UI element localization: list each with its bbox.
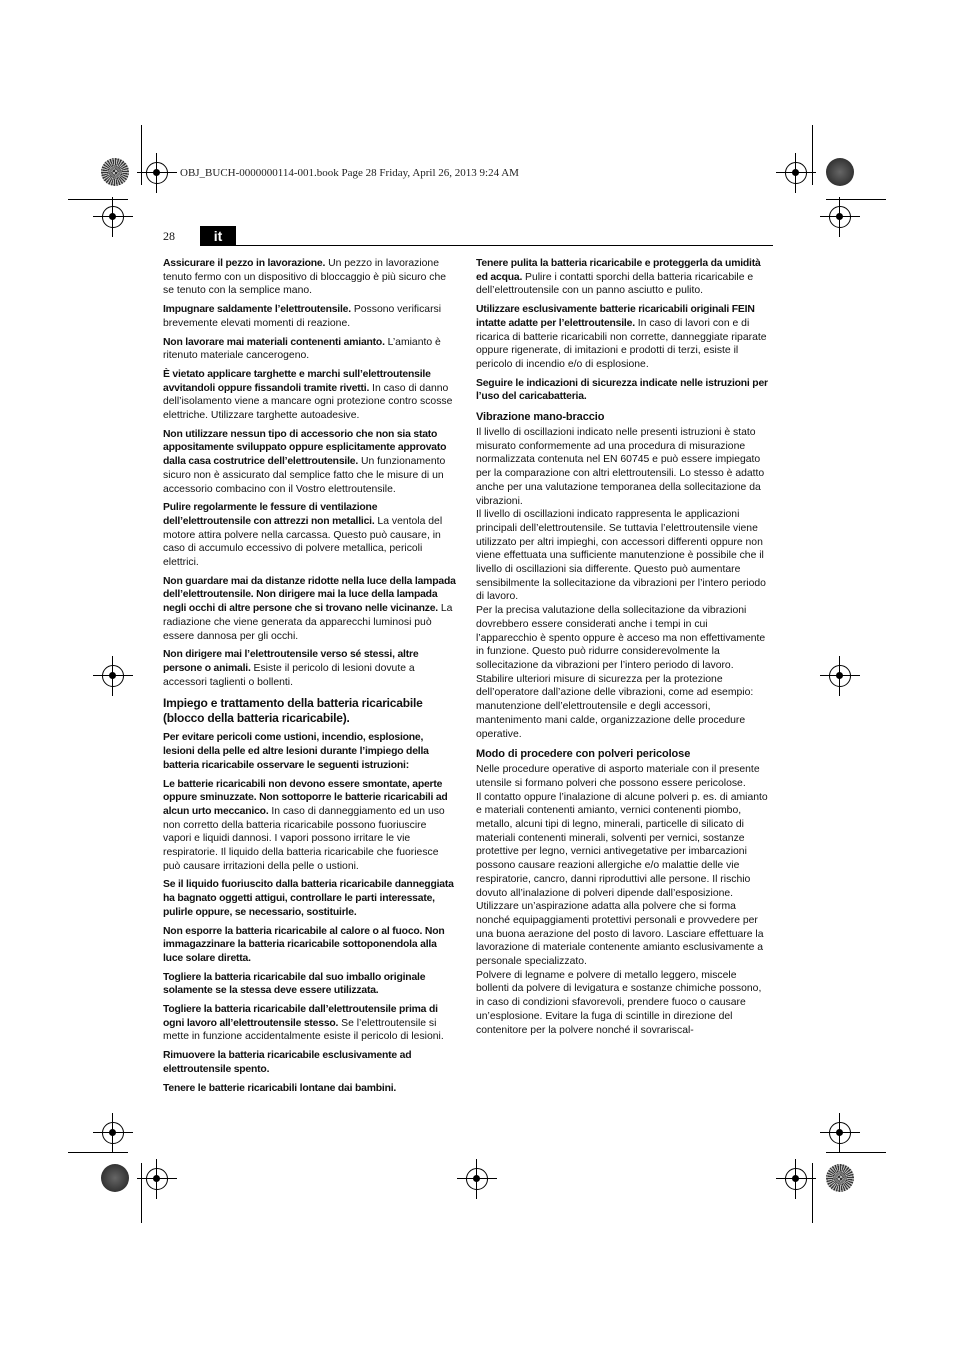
crop-mark xyxy=(812,1163,813,1223)
paragraph-lead: Non guardare mai da distanze ridotte nella luce della lampada dell’elettroutensile. Non dirigere mai la luce della lampada negli occhi di altre persone che si trovano nelle vicinanze. xyxy=(163,575,456,615)
paragraph-lead: Utilizzare esclusivamente batterie ricaricabili originali FEIN intatte adatte per l’elettroutensile. xyxy=(476,304,755,329)
paragraph-lead: Togliere la batteria ricaricabile dall’elettroutensile prima di ogni lavoro all’elettroutensile stesso. xyxy=(163,1004,438,1029)
file-header: OBJ_BUCH-0000000114-001.book Page 28 Friday, April 26, 2013 9:24 AM xyxy=(180,167,519,179)
paragraph-lead: Seguire le indicazioni di sicurezza indicate nelle istruzioni per l’uso del caricabatteria. xyxy=(476,377,768,403)
color-target-icon xyxy=(826,158,854,186)
vibration-heading: Vibrazione mano-braccio xyxy=(476,411,605,424)
paragraph-body: L’amianto è ritenuto materiale cancerogeno. xyxy=(163,336,441,362)
body-paragraph: Per la precisa valutazione della sollecitazione da vibrazioni dovrebbero essere considerati anche i tempi in cui l’apparecchio è spento oppure è acceso ma non effettivamente in funzione. Questo può ridurre considerevolmente la sollecitazione da vibrazioni per l’intero periodo di lavoro. xyxy=(476,605,766,671)
paragraph-body: Se l’elettroutensile si mette in funzione accidentalmente esiste il pericolo di lesioni. xyxy=(163,1017,444,1043)
crop-mark xyxy=(826,1152,886,1153)
paragraph-body: Pulire i contatti sporchi della batteria ricaricabile e dell’elettroutensile con un panno asciutto e pulito. xyxy=(476,271,754,297)
registration-mark-icon xyxy=(785,162,807,184)
paragraph-lead: Pulire regolarmente le fessure di ventilazione dell’elettroutensile con attrezzi non metallici. xyxy=(163,502,378,527)
registration-mark-icon xyxy=(785,1168,807,1190)
paragraph-lead: Tenere le batterie ricaricabili lontane dai bambini. xyxy=(163,1082,397,1094)
body-paragraph: Il livello di oscillazioni indicato nelle presenti istruzioni è stato misurato conformemente ad una procedura di misurazione normalizzata contenuta nel EN 60745 e può essere impiegato per la comparazione con altri elettroutensili. Lo stesso è adatto anche per una valutazione temporanea della sollecitazione da vibrazioni. xyxy=(476,427,765,507)
body-paragraph: Il livello di oscillazioni indicato rappresenta le applicazioni principali dell’elettroutensile. Se tuttavia l’elettroutensile viene utilizzato per altri impieghi, con accessori differenti oppure non viene effettuata una sufficiente manutenzione è possibile che il livello di oscillazioni sia differente. Questo può aumentare sensibilmente la sollecitazione da vibrazioni per l’intero periodo di lavoro. xyxy=(476,509,766,603)
body-paragraph: Polvere di legname e polvere di metallo leggero, miscele bollenti da polvere di levigatura e sostanze chimiche possono, in caso di condizioni sfavorevoli, prendere fuoco o causare un’esplosione. Evitare la fuga di scintille in direzione del contenitore per la polvere nonché il sovrariscal- xyxy=(476,969,762,1036)
safety-paragraph xyxy=(163,878,457,919)
paragraph-lead: Le batterie ricaricabili non devono essere smontate, aperte oppure sminuzzate. Non sottoporre le batterie ricaricabili ad alcun urto meccanico. xyxy=(163,778,448,817)
safety-paragraph xyxy=(163,336,457,363)
crop-mark xyxy=(68,1152,128,1153)
safety-paragraph xyxy=(163,257,457,298)
crop-mark xyxy=(812,125,813,185)
paragraph-lead: Togliere la batteria ricaricabile dal suo imballo originale solamente se la stessa deve essere utilizzata. xyxy=(163,971,426,997)
paragraph-lead: Tenere pulita la batteria ricaricabile e proteggerla da umidità ed acqua. xyxy=(476,258,761,283)
safety-paragraph xyxy=(163,303,457,330)
safety-paragraph xyxy=(163,1082,457,1096)
color-target-icon xyxy=(826,1164,854,1192)
body-paragraph: Il contatto oppure l’inalazione di alcune polveri p. es. di amianto e materiali contenenti amianto, vernici contenenti piombo, metallo, alcuni tipi di legno, minerali, particelle di silicato di materiali contenenti minerali, solventi per vernici, sostanze protettive per legno, vernici antivegetative per imbarcazioni possono causare reazioni allergiche e/o malattie delle vie respiratorie, cancro, danni riproduttivi alle persone. Il rischio dovuto all’inalazione di polveri dipende dall’esposizione. Utilizzare un’aspirazione adatta alla polvere che si forma nonché equipaggiamenti protettivi personali e provvedere per una buona aerazione del posto di lavoro. Lasciare effettuare la lavorazione di materiale contenente amianto esclusivamente a personale specializzato. xyxy=(476,791,768,968)
registration-mark-icon xyxy=(146,1168,168,1190)
registration-mark-icon xyxy=(829,206,851,228)
paragraph-body: In caso di danno dell’isolamento viene a mancare ogni protezione contro scosse elettriche. Utilizzare targhette autoadesive. xyxy=(163,382,453,422)
battery-heading: Impiego e trattamento della batteria ricaricabile (blocco della batteria ricaricabile). xyxy=(163,696,423,726)
paragraph-lead: Non dirigere mai l’elettroutensile verso sé stessi, altre persone o animali. xyxy=(163,649,419,674)
paragraph-lead: È vietato applicare targhette e marchi sull’elettroutensile avvitandoli oppure fissandoli tramite rivetti. xyxy=(163,368,431,394)
safety-paragraph xyxy=(163,368,457,423)
crop-mark xyxy=(826,199,886,200)
crop-mark xyxy=(68,199,128,200)
registration-mark-icon xyxy=(829,1122,851,1144)
safety-paragraph xyxy=(163,731,457,772)
safety-paragraph xyxy=(163,501,457,570)
safety-paragraph xyxy=(163,778,457,874)
paragraph-body: Possono verificarsi brevemente elevati momenti di reazione. xyxy=(163,304,442,329)
safety-paragraph xyxy=(163,971,457,998)
page-number: 28 xyxy=(163,229,175,243)
color-target-icon xyxy=(101,1164,129,1192)
paragraph-lead: Se il liquido fuoriuscito dalla batteria ricaricabile danneggiata ha bagnato oggetti attigui, controllare le parti interessate, pulirle oppure, se necessario, sostituirle. xyxy=(163,879,454,918)
registration-mark-icon xyxy=(146,162,168,184)
safety-paragraph xyxy=(163,428,457,497)
paragraph-body: Un pezzo in lavorazione tenuto fermo con un dispositivo di bloccaggio è più sicuro che se tenuto con la semplice mano. xyxy=(163,258,447,297)
safety-paragraph xyxy=(163,1049,457,1076)
right-column xyxy=(476,257,770,1037)
language-tab: it xyxy=(200,226,236,246)
paragraph-lead: Non utilizzare nessun tipo di accessorio che non sia stato appositamente sviluppato oppure esplicitamente approvato dalla casa costrutrice dell’elettroutensile. xyxy=(163,428,447,468)
header-rule xyxy=(236,245,773,246)
crop-mark xyxy=(141,1163,142,1223)
paragraph-lead: Rimuovere la batteria ricaricabile esclusivamente ad elettroutensile spento. xyxy=(163,1050,412,1075)
registration-mark-icon xyxy=(102,1122,124,1144)
paragraph-body: Un funzionamento sicuro non è assicurato dal semplice fatto che le misure di un accessorio combacino con il Vostro elettroutensile. xyxy=(163,456,446,495)
registration-mark-icon xyxy=(829,665,851,687)
paragraph-lead: Impugnare saldamente l’elettroutensile. xyxy=(163,304,351,316)
registration-mark-icon xyxy=(102,665,124,687)
safety-paragraph xyxy=(163,575,457,644)
safety-paragraph xyxy=(163,925,457,966)
crop-mark xyxy=(141,125,142,185)
left-column xyxy=(163,257,457,1100)
paragraph-lead: Per evitare pericoli come ustioni, incendio, esplosione, lesioni della pelle ed altre lesioni durante l’impiego della batteria ricaricabile osservare le seguenti istruzioni: xyxy=(163,732,429,771)
color-target-icon xyxy=(101,158,129,186)
safety-paragraph xyxy=(476,303,770,372)
registration-mark-icon xyxy=(466,1168,488,1190)
safety-paragraph xyxy=(476,377,770,404)
safety-paragraph xyxy=(163,648,457,689)
paragraph-body: La ventola del motore attira polvere nella carcassa. Questo può causare, in caso di accumulo eccessivo di polvere metallica, pericoli elettrici. xyxy=(163,515,443,569)
body-paragraph: Stabilire ulteriori misure di sicurezza per la protezione dell’operatore dall’azione delle vibrazioni, come ad esempio: manutenzione dell’elettroutensile e degli accessori, mantenimento mani calde, organizzazione delle procedure operative. xyxy=(476,673,754,740)
paragraph-lead: Assicurare il pezzo in lavorazione. xyxy=(163,258,326,269)
safety-paragraph xyxy=(476,257,770,298)
body-paragraph: Nelle procedure operative di asporto materiale con il presente utensile si formano polveri che possono essere pericolose. xyxy=(476,764,760,789)
paragraph-lead: Non lavorare mai materiali contenenti amianto. xyxy=(163,336,385,348)
paragraph-body: Esiste il pericolo di lesioni dovute a accessori taglienti o bollenti. xyxy=(163,662,415,688)
paragraph-body: In caso di danneggiamento ed un uso non corretto della batteria ricaricabile possono fuoriuscire vapori e liquidi dannosi. I vapori possono irritare le vie respiratorie. Il liquido della batteria ricaricabile che fuoriesce può causare irritazioni della pelle o ustioni. xyxy=(163,805,445,872)
dust-heading: Modo di procedere con polveri pericolose xyxy=(476,748,691,761)
paragraph-body: La radiazione che viene generata da apparecchi luminosi può essere dannosa per gli occhi. xyxy=(163,603,453,642)
registration-mark-icon xyxy=(102,206,124,228)
paragraph-lead: Non esporre la batteria ricaricabile al calore o al fuoco. Non immagazzinare la batteria ricaricabile sottoponendola alla luce solare diretta. xyxy=(163,925,445,964)
safety-paragraph xyxy=(163,1003,457,1044)
paragraph-body: In caso di lavori con e di ricarica di batterie ricaricabili non corrette, danneggiate riparate oppure rigenerate, di imitazioni e prodotti di terzi, esiste il pericolo di incendio e/o di esplosione. xyxy=(476,317,767,370)
